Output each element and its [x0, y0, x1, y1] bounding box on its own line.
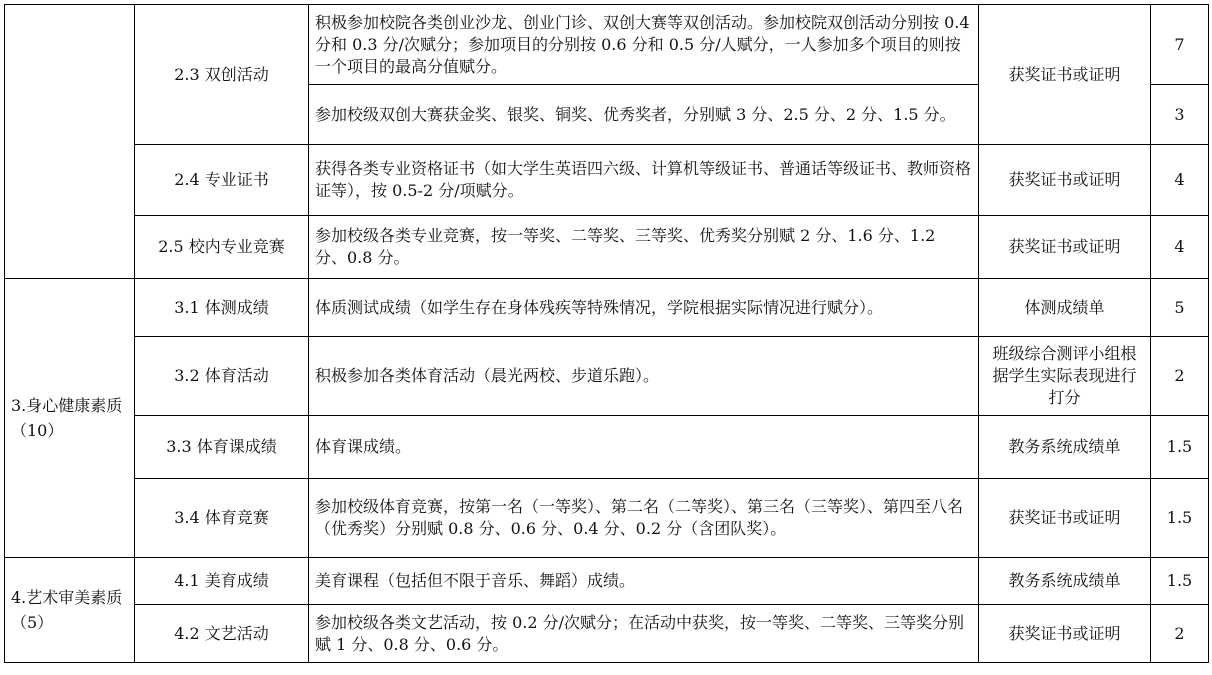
- evidence-cell: 体测成绩单: [979, 279, 1151, 337]
- table-row: [5, 479, 1209, 558]
- evidence-cell: 班级综合测评小组根据学生实际表现进行打分: [979, 337, 1151, 416]
- evidence-cell: 获奖证书或证明: [979, 5, 1151, 145]
- score-cell: 4: [1151, 145, 1209, 216]
- item-cell: 3.1 体测成绩: [135, 279, 309, 337]
- criteria-cell: 参加校级体育竞赛，按第一名（一等奖）、第二名（二等奖）、第三名（三等奖）、第四至八名（优秀奖）分别赋 0.8 分、0.6 分、0.4 分、0.2 分（含团队奖）。: [309, 479, 979, 558]
- category-cell: 3.身心健康素质（10）: [5, 279, 135, 558]
- table-row: [5, 5, 1209, 85]
- table-row: [5, 337, 1209, 416]
- category-cell: 4.艺术审美素质（5）: [5, 558, 135, 663]
- criteria-cell: 参加校级各类专业竞赛，按一等奖、二等奖、三等奖、优秀奖分别赋 2 分、1.6 分、1.2 分、0.8 分。: [309, 216, 979, 279]
- item-cell: 3.4 体育竞赛: [135, 479, 309, 558]
- category-cell: [5, 5, 135, 279]
- criteria-cell: 获得各类专业资格证书（如大学生英语四六级、计算机等级证书、普通话等级证书、教师资格证等），按 0.5-2 分/项赋分。: [309, 145, 979, 216]
- table-row: [5, 558, 1209, 605]
- table-row: [5, 416, 1209, 479]
- score-cell: 1.5: [1151, 558, 1209, 605]
- criteria-cell: 美育课程（包括但不限于音乐、舞蹈）成绩。: [309, 558, 979, 605]
- criteria-cell: 体育课成绩。: [309, 416, 979, 479]
- table-row: [5, 216, 1209, 279]
- item-cell: 2.4 专业证书: [135, 145, 309, 216]
- item-cell: 3.3 体育课成绩: [135, 416, 309, 479]
- evaluation-table: [4, 4, 1209, 663]
- evidence-cell: 教务系统成绩单: [979, 558, 1151, 605]
- evidence-cell: 获奖证书或证明: [979, 605, 1151, 663]
- table-row: [5, 145, 1209, 216]
- criteria-cell: 积极参加校院各类创业沙龙、创业门诊、双创大赛等双创活动。参加校院双创活动分别按 0.4 分和 0.3 分/次赋分；参加项目的分别按 0.6 分和 0.5 分/人赋分，一人参加多个项目的则按一个项目的最高分值赋分。: [309, 5, 979, 85]
- score-cell: 7: [1151, 5, 1209, 85]
- item-cell: 3.2 体育活动: [135, 337, 309, 416]
- score-cell: 1.5: [1151, 416, 1209, 479]
- criteria-cell: 参加校级双创大赛获金奖、银奖、铜奖、优秀奖者，分别赋 3 分、2.5 分、2 分、1.5 分。: [309, 85, 979, 145]
- score-cell: 3: [1151, 85, 1209, 145]
- score-cell: 2: [1151, 337, 1209, 416]
- criteria-cell: 体质测试成绩（如学生存在身体残疾等特殊情况，学院根据实际情况进行赋分）。: [309, 279, 979, 337]
- evidence-cell: 获奖证书或证明: [979, 145, 1151, 216]
- item-cell: 4.2 文艺活动: [135, 605, 309, 663]
- item-cell: 4.1 美育成绩: [135, 558, 309, 605]
- item-cell: 2.3 双创活动: [135, 5, 309, 145]
- evidence-cell: 教务系统成绩单: [979, 416, 1151, 479]
- criteria-cell: 参加校级各类文艺活动，按 0.2 分/次赋分；在活动中获奖，按一等奖、二等奖、三等奖分别赋 1 分、0.8 分、0.6 分。: [309, 605, 979, 663]
- table-row: [5, 279, 1209, 337]
- score-cell: 4: [1151, 216, 1209, 279]
- table-row: [5, 605, 1209, 663]
- criteria-cell: 积极参加各类体育活动（晨光两校、步道乐跑）。: [309, 337, 979, 416]
- score-cell: 5: [1151, 279, 1209, 337]
- item-cell: 2.5 校内专业竞赛: [135, 216, 309, 279]
- evidence-cell: 获奖证书或证明: [979, 479, 1151, 558]
- score-cell: 1.5: [1151, 479, 1209, 558]
- evidence-cell: 获奖证书或证明: [979, 216, 1151, 279]
- score-cell: 2: [1151, 605, 1209, 663]
